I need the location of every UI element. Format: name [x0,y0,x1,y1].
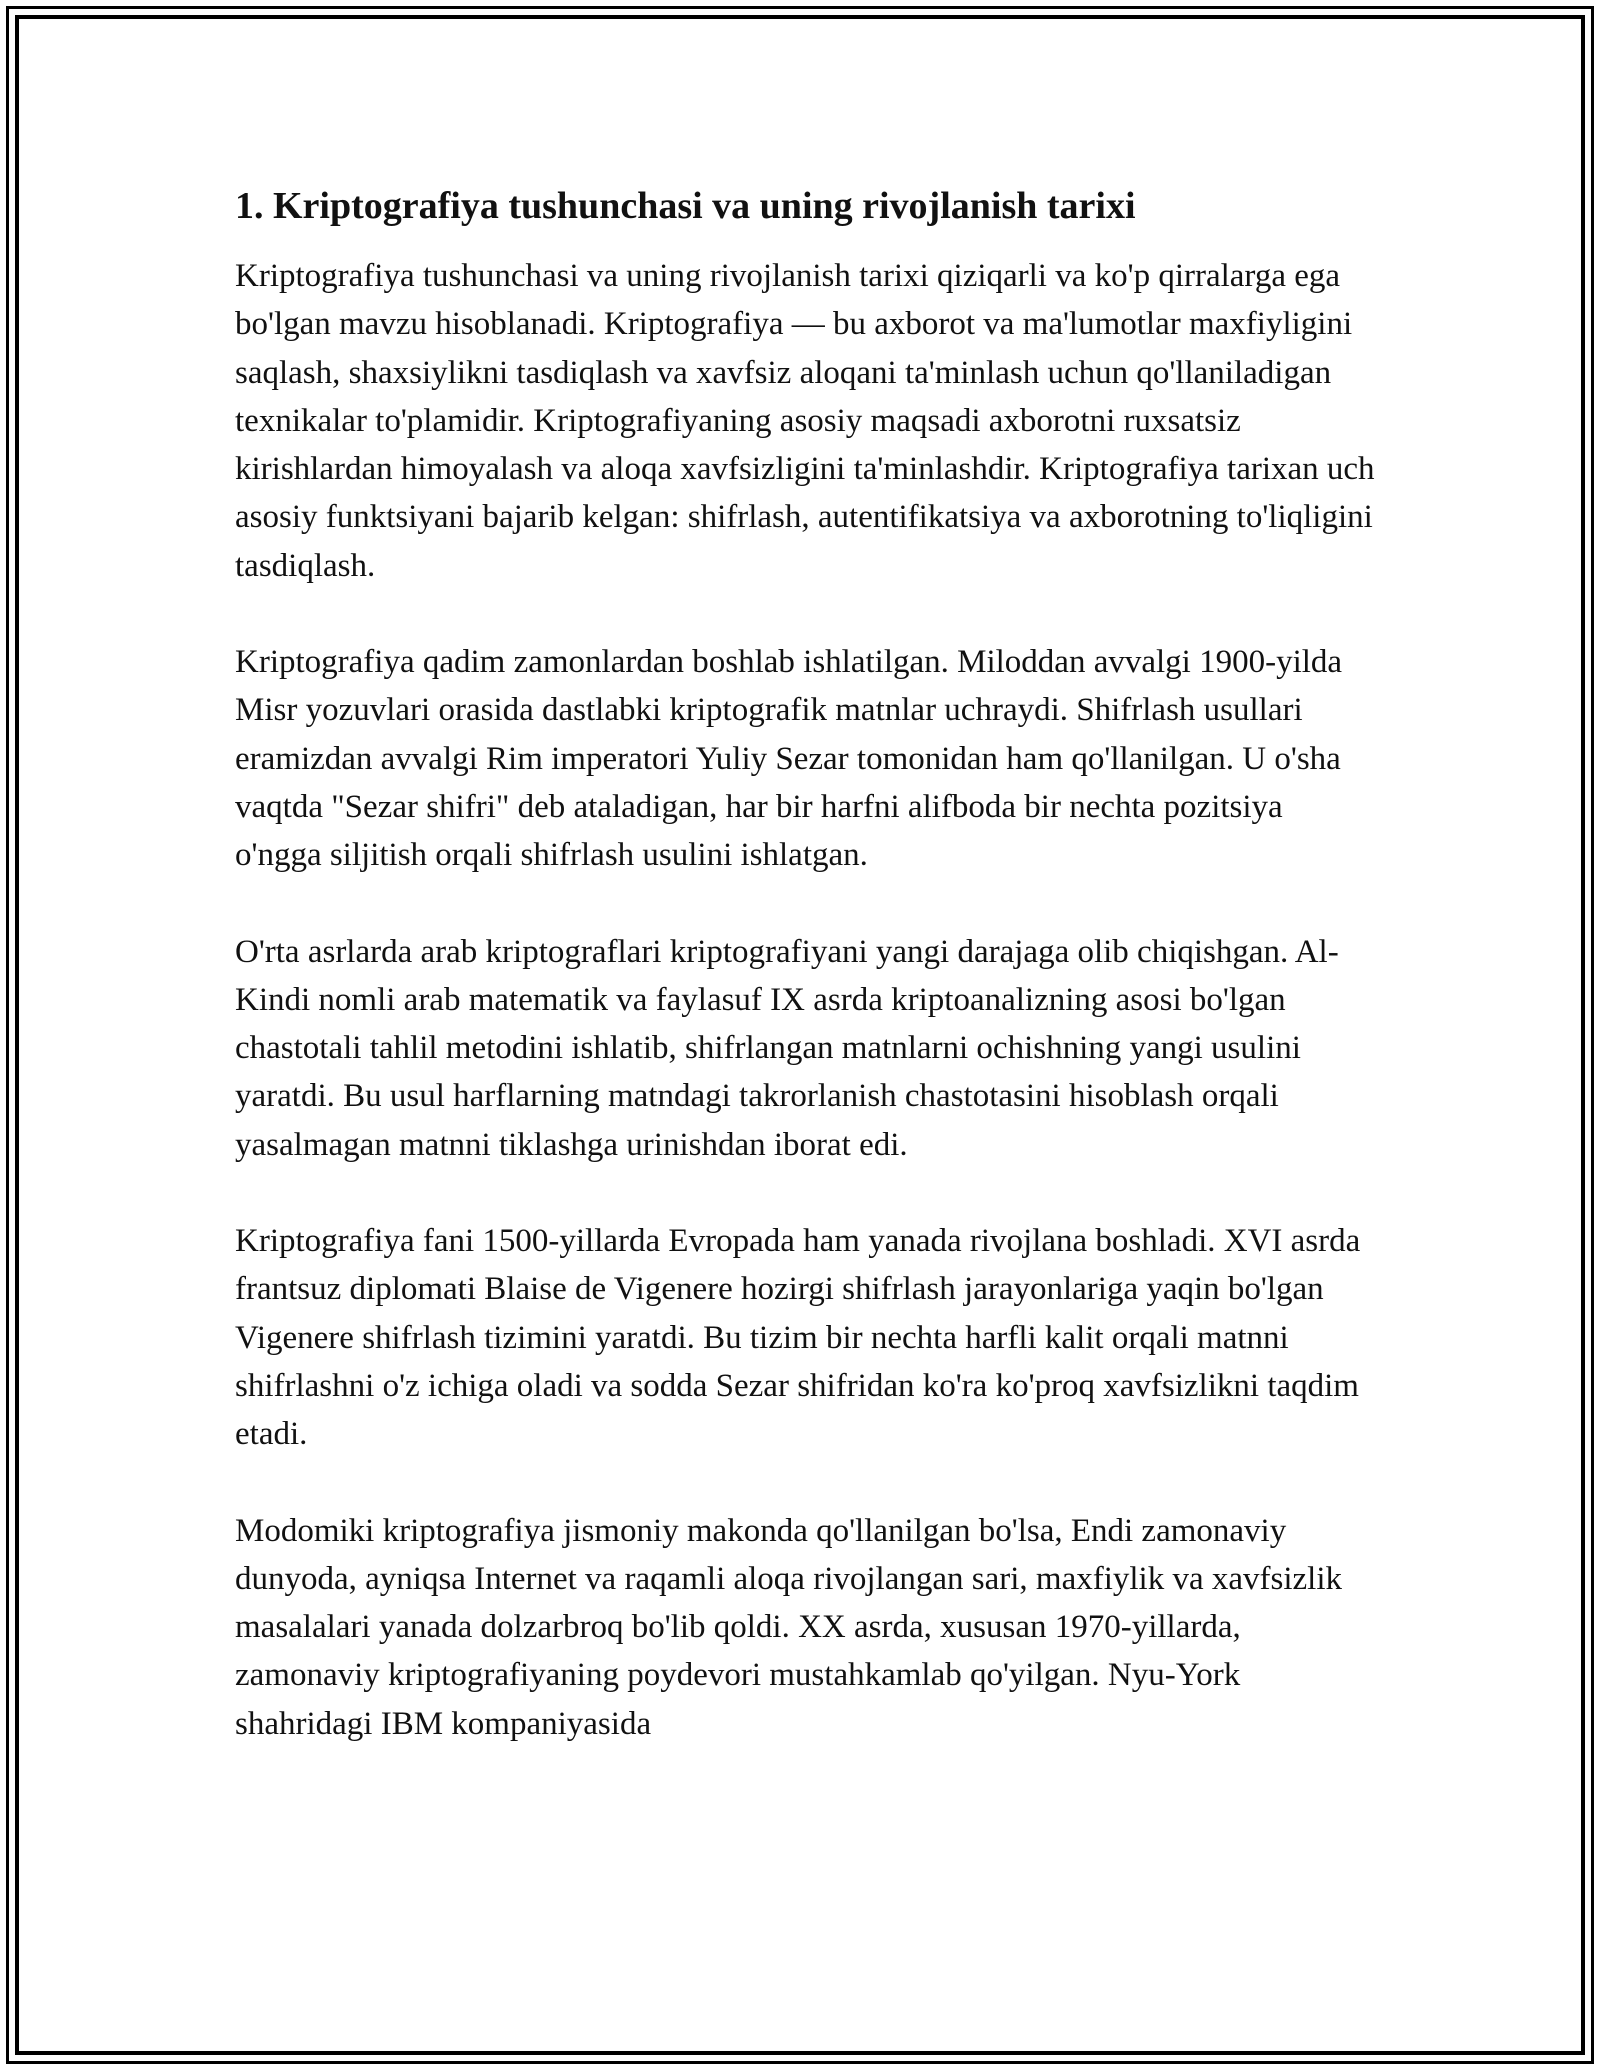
section-heading: 1. Kriptografiya tushunchasi va uning rivojlanish tarixi [235,185,1136,227]
paragraph-europe-vigenere: Kriptografiya fani 1500-yillarda Evropada ham yanada rivojlana boshladi. XVI asrda frantsuz diplomati Blaise de Vigenere hozirgi shifrlash jarayonlariga yaqin bo'lgan Vigenere shifrlash tizimini yaratdi. Bu tizim bir nechta harfli kalit orqali matnni shifrlashni o'z ichiga oladi va sodda Sezar shifridan ko'ra ko'proq xavfsizlikni taqdim etadi. [235,1223,1361,1453]
paragraph-middle-ages: O'rta asrlarda arab kriptograflari kriptografiyani yangi darajaga olib chiqishgan. Al-Kindi nomli arab matematik va faylasuf IX asrda kriptoanalizning asosi bo'lgan chastotali tahlil metodini ishlatib, shifrlangan matnlarni ochishning yangi usulini yaratdi. Bu usul harflarning matndagi takrorlanish chastotasini hisoblash orqali yasalmagan matnni tiklashga urinishdan iborat edi. [235,933,1339,1163]
paragraph-modern-era: Modomiki kriptografiya jismoniy makonda qo'llanilgan bo'lsa, Endi zamonaviy dunyoda, ayniqsa Internet va raqamli aloqa rivojlangan sari, maxfiylik va xavfsizlik masalalari yanada dolzarbroq bo'lib qoldi. XX asrda, xususan 1970-yillarda, zamonaviy kriptografiyaning poydevori mustahkamlab qo'yilgan. Nyu-York shahridagi IBM kompaniyasida [235,1512,1342,1742]
paragraph-ancient-history: Kriptografiya qadim zamonlardan boshlab ishlatilgan. Miloddan avvalgi 1900-yilda Misr yozuvlari orasida dastlabki kriptografik matnlar uchraydi. Shifrlash usullari eramizdan avvalgi Rim imperatori Yuliy Sezar tomonidan ham qo'llanilgan. U o'sha vaqtda "Sezar shifri" deb ataladigan, har bir harfni alifboda bir nechta pozitsiya o'ngga siljitish orqali shifrlash usulini ishlatgan. [235,644,1343,874]
paragraph-definition: Kriptografiya tushunchasi va uning rivojlanish tarixi qiziqarli va ko'p qirralarga ega bo'lgan mavzu hisoblanadi. Kriptografiya — bu axborot va ma'lumotlar maxfiyligini saqlash, shaxsiylikni tasdiqlash va xavfsiz aloqani ta'minlash uchun qo'llaniladigan texnikalar to'plamidir. Kriptografiyaning asosiy maqsadi axborotni ruxsatsiz kirishlardan himoyalash va aloqa xavfsizligini ta'minlashdir. Kriptografiya tarixan uch asosiy funktsiyani bajarib kelgan: shifrlash, autentifikatsiya va axborotning to'liqligini tasdiqlash. [235,258,1375,584]
document-page [235,180,1375,1796]
